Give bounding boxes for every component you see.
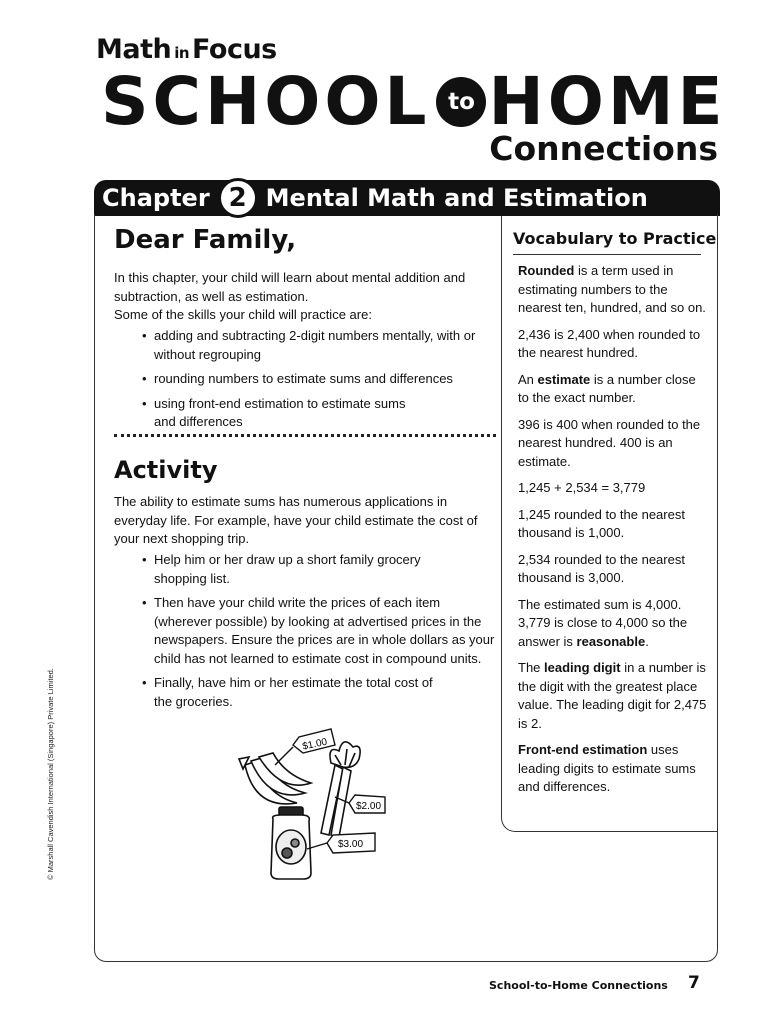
brand-focus: Focus — [192, 34, 277, 65]
brand-connections: Connections — [489, 129, 718, 168]
intro-text: In this chapter, your child will learn about mental addition and subtraction, as well as estimation. — [114, 270, 466, 304]
page-number: 7 — [688, 973, 700, 993]
groceries-illustration — [235, 725, 405, 885]
def-front-end: uses leading digits to estimate sums and differences. — [518, 742, 696, 794]
vocab-round-1: 1,245 rounded to the nearest thousand is 1,000. — [518, 506, 685, 540]
vocabulary-body — [518, 262, 710, 805]
vocabulary-title: Vocabulary to Practice — [513, 229, 717, 248]
vocab-sum-equation: 1,245 + 2,534 = 3,779 — [518, 480, 646, 495]
chapter-title: Mental Math and Estimation — [265, 184, 648, 212]
list-item: • Finally, have him or her estimate the total cost of the groceries. — [140, 674, 498, 711]
term-reasonable: reasonable — [576, 633, 646, 649]
leading-pre: The — [518, 660, 545, 675]
vocab-reasonable — [518, 596, 710, 652]
brand-math: Math — [96, 34, 172, 65]
skills-intro-text: Some of the skills your child will practice are: — [114, 307, 372, 322]
price-tag-2-label: $2.00 — [356, 801, 382, 812]
activity-intro-text: The ability to estimate sums has numerous applications in everyday life. For example, have your child estimate the cost of your next shopping trip. — [114, 494, 478, 546]
reasonable-pre: The estimated sum is 4,000. 3,779 is close to 4,000 so the answer is — [518, 596, 688, 649]
brand-math-in-focus — [96, 34, 277, 65]
price-tag-1-label: $1.00 — [301, 736, 329, 753]
activity-heading: Activity — [114, 456, 218, 484]
brand-school: SCHOOL — [101, 63, 431, 140]
vocab-round-2: 2,534 rounded to the nearest thousand is 3,000. — [518, 551, 685, 585]
term-rounded: Rounded — [518, 263, 575, 278]
vocab-rounded — [518, 262, 710, 318]
vocab-front-end — [518, 741, 710, 797]
term-front-end-estimation: Front-end estimation — [518, 742, 648, 757]
term-leading-digit: leading digit — [544, 660, 621, 675]
list-item: • Help him or her draw up a short family grocery shopping list. — [140, 551, 498, 588]
brand-school-to-home — [101, 63, 727, 140]
activity-steps-list — [140, 551, 498, 717]
celery-drawing — [321, 742, 360, 837]
list-item: • using front-end estimation to estimate sums and differences — [140, 395, 496, 432]
list-item: • Then have your child write the prices of each item (wherever possible) by looking at advertised prices in the newspapers. Ensure the prices are in whole dollars as your child has not learned to estimate cost in compound units. — [140, 594, 498, 668]
brand-in: in — [174, 44, 190, 62]
jar-drawing — [271, 807, 311, 879]
greeting-heading: Dear Family, — [114, 225, 297, 255]
chapter-number-badge: 2 — [218, 178, 258, 218]
vocab-rounded-example: 2,436 is 2,400 when rounded to the nearest hundred. — [518, 326, 701, 360]
footer-label: School-to-Home Connections — [489, 979, 668, 992]
price-tag-3-label: $3.00 — [338, 839, 364, 850]
list-item: • rounding numbers to estimate sums and differences — [140, 370, 496, 389]
def-leading-digit: in a number is the digit with the greatest place value. The leading digit for 2,475 is 2. — [518, 660, 707, 731]
vocab-estimate — [518, 371, 710, 408]
chapter-bar — [94, 180, 720, 216]
vocab-estimate-example: 396 is 400 when rounded to the nearest hundred. 400 is an estimate. — [518, 416, 701, 469]
term-estimate: estimate — [537, 371, 591, 387]
copyright-notice: © Marshall Cavendish International (Singapore) Private Limited. — [46, 668, 55, 880]
brand-home: HOME — [488, 63, 727, 140]
def-rounded: is a term used in estimating numbers to the nearest ten, hundred, and so on. — [518, 263, 706, 315]
def-estimate: is a number close to the exact number. — [518, 371, 696, 405]
vocabulary-rule — [513, 254, 701, 255]
estimate-pre: An — [518, 371, 538, 387]
reasonable-post: . — [645, 633, 649, 649]
vocab-leading-digit — [518, 659, 710, 733]
list-item: • adding and subtracting 2-digit numbers mentally, with or without regrouping — [140, 327, 496, 364]
chapter-label: Chapter — [102, 184, 210, 212]
bananas-drawing — [239, 753, 311, 804]
dotted-divider — [114, 434, 496, 437]
brand-to-circle: to — [436, 77, 486, 127]
skills-list — [140, 327, 496, 438]
